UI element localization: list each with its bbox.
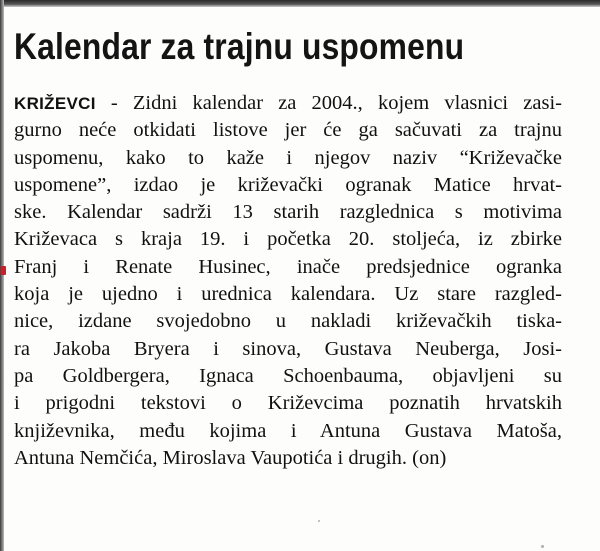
top-rule (0, 0, 600, 7)
body-line: gurno neće otkidati listove jer će ga sačuvati za trajnu (14, 119, 562, 142)
body-line: koja je ujedno i urednica kalendara. Uz stare razgled- (14, 283, 562, 306)
red-margin-mark (1, 266, 6, 275)
body-line (14, 90, 562, 117)
paper-speck (541, 545, 544, 548)
body-line: ra Jakoba Bryera i sinova, Gustava Neuberga, Josi- (14, 337, 562, 360)
body-line-text: - Zidni kalendar za 2004., kojem vlasnici zasi- (95, 92, 562, 114)
body-line: uspomenu, kako to kaže i njegov naziv “Križevačke (14, 146, 562, 169)
article-headline: Kalendar za trajnu uspomenu (14, 26, 465, 67)
body-line: Franj i Renate Husinec, inače predsjednice ogranka (14, 255, 562, 278)
body-line: književnika, među kojima i Antuna Gustava Matoša, (14, 419, 562, 442)
body-line: uspomene”, izdao je križevački ogranak Matice hrvat- (14, 173, 562, 196)
body-line: ske. Kalendar sadrži 13 starih razglednica s motivima (14, 201, 562, 224)
body-line: pa Goldbergera, Ignaca Schoenbauma, objavljeni su (14, 364, 562, 387)
dateline: KRIŽEVCI (14, 94, 96, 113)
body-line: nice, izdane svojedobno u nakladi križevačkih tiska- (14, 310, 562, 333)
body-line: Antuna Nemčića, Miroslava Vaupotića i drugih. (on) (14, 446, 447, 469)
body-line: i prigodni tekstovi o Križevcima poznatih hrvatskih (14, 392, 562, 415)
left-edge-border (0, 0, 4, 551)
paper-speck (318, 520, 320, 522)
article-body (14, 90, 562, 472)
body-line: Križevaca s kraja 19. i početka 20. stoljeća, iz zbirke (14, 228, 562, 251)
